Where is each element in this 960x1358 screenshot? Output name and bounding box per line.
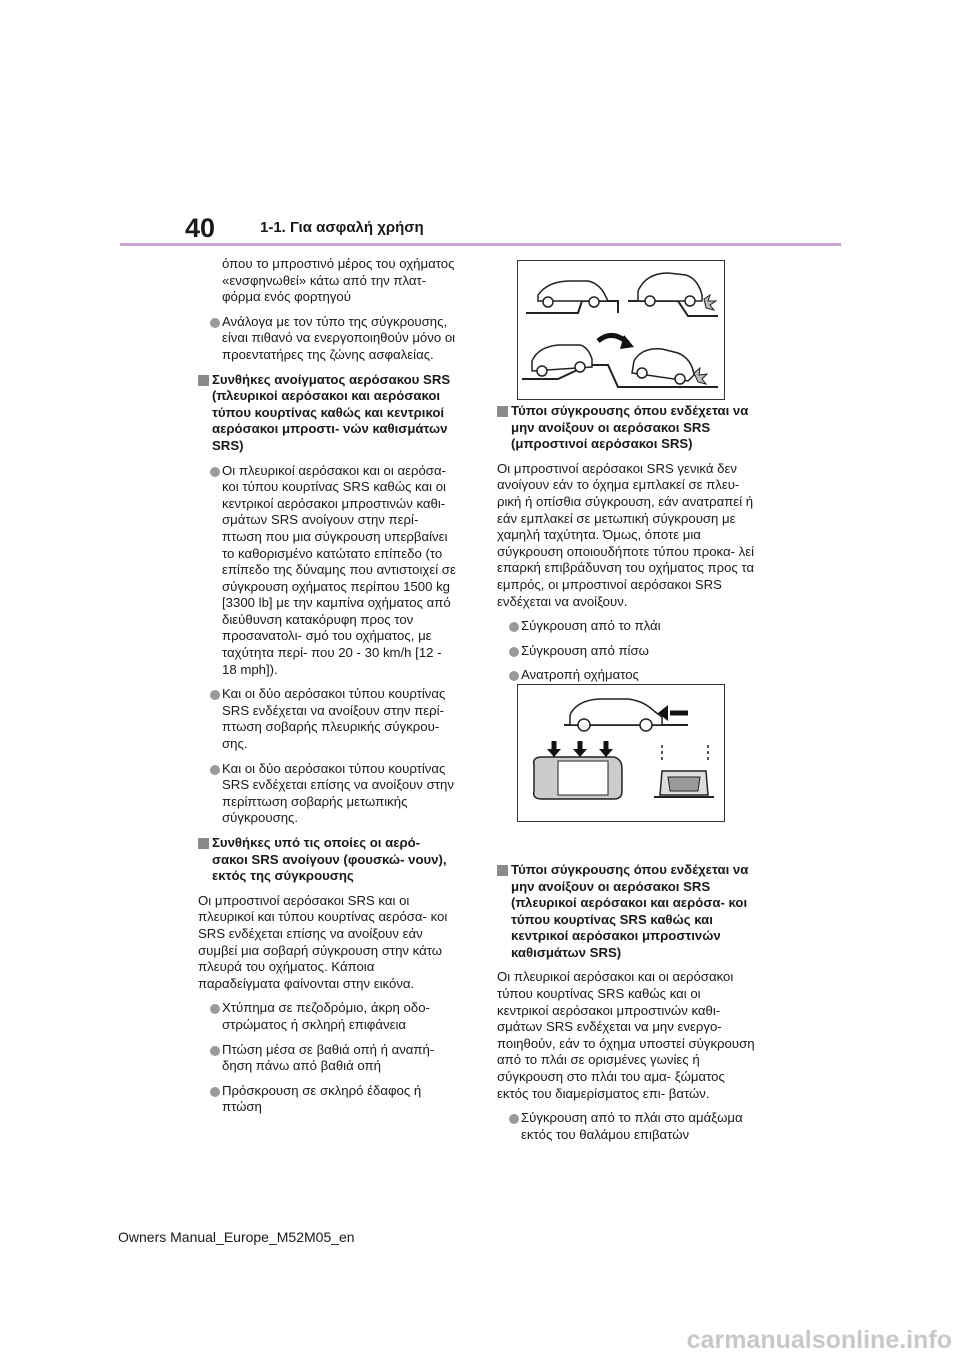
bullet-item: Ανάλογα με τον τύπο της σύγκρουσης, είναι πιθανό να ενεργοποιηθούν μόνο οι προεντατήρες της ζώνης ασφαλείας. (198, 314, 456, 364)
section-heading-text: Τύποι σύγκρουσης όπου ενδέχεται να μην ανοίξουν οι αερόσακοι SRS (πλευρικοί αερόσακοι και αερόσα- κοι τύπου κουρτίνας SRS καθώς και κεντρικοί αερόσακοι μπροστινών καθισμάτων SRS) (511, 861, 749, 960)
section-title: 1-1. Για ασφαλή χρήση (260, 219, 424, 236)
section-heading-text: Συνθήκες ανοίγματος αερόσακου SRS (πλευρικοί αερόσακοι και αερόσακοι τύπου κουρτίνας καθώς και κεντρικοί αερόσακοι μπροστι- νών καθισμάτων SRS) (212, 371, 451, 453)
section-heading (497, 862, 755, 962)
bullet-item: Οι πλευρικοί αερόσακοι και οι αερόσα- κοι τύπου κουρτίνας SRS καθώς και οι κεντρικοί αερόσακοι μπροστινών καθι- σμάτων SRS ανοίγουν στην περί- πτωση που μια σύγκρουση υπερβαίνει το καθορισμένο κατώτατο επίπεδο (το επίπεδο της δύναμης που αντιστοιχεί σε σύγκρουση οχήματος περίπου 1500 kg [3300 lb] με την καμπίνα οχήματος από διεύθυνση κατακόρυφη προς τον προσανατολι- σμό του οχήματος, με ταχύτητα περί- που 20 - 30 km/h [12 - 18 mph]). (198, 463, 456, 679)
body-paragraph: Οι μπροστινοί αερόσακοι SRS γενικά δεν ανοίγουν εάν το όχημα εμπλακεί σε πλευ- ρική ή οπίσθια σύγκρουση, εάν ανατραπεί ή εάν εμπλακεί σε μετωπική σύγκρουση με χαμηλή ταχύτητα. Όμως, όποτε μια σύγκρουση οποιουδήποτε τύπου προκα- λεί επαρκή επιβράδυνση του οχήματος προς τα εμπρός, οι μπροστινοί αερόσακοι SRS ενδέχεται να ανοίξουν. (497, 460, 755, 609)
bullet-item: Χτύπημα σε πεζοδρόμιο, άκρη οδο- στρώματος ή σκληρή επιφάνεια (198, 1000, 456, 1033)
watermark: carmanualsonline.info (686, 1326, 952, 1354)
section-heading (497, 403, 755, 453)
bullet-item: Πτώση μέσα σε βαθιά οπή ή αναπή- δηση πάνω από βαθιά οπή (198, 1042, 456, 1075)
square-bullet-icon (497, 406, 508, 417)
square-bullet-icon (198, 838, 209, 849)
section-heading-text: Τύποι σύγκρουσης όπου ενδέχεται να μην ανοίξουν οι αερόσακοι SRS (μπροστινοί αερόσακοι SRS) (511, 403, 749, 452)
bullet-item: Και οι δύο αερόσακοι τύπου κουρτίνας SRS ενδέχεται επίσης να ανοίξουν στην περίπτωση σοβαρής μετωπικής σύγκρουσης. (198, 761, 456, 827)
section-heading (198, 372, 456, 455)
body-paragraph: Οι μπροστινοί αερόσακοι SRS και οι πλευρικοί και τύπου κουρτίνας αερόσα- κοι SRS ενδέχεται επίσης να ανοίξουν εάν συμβεί μια σοβαρή σύγκρουση στην κάτω πλευρά του οχήματος. Κάποια παραδείγματα φαίνονται στην εικόνα. (198, 892, 448, 991)
bullet-item: Σύγκρουση από πίσω (497, 643, 755, 660)
bullet-item: Ανατροπή οχήματος (497, 667, 755, 684)
section-heading-text: Συνθήκες υπό τις οποίες οι αερό- σακοι SRS ανοίγουν (φουσκώ- νουν), εκτός της σύγκρουσης (212, 835, 447, 884)
left-column (198, 256, 456, 1124)
bullet-item: Σύγκρουση από το πλάι (497, 618, 755, 635)
header-divider (120, 243, 841, 246)
collision-illustration-frontal (517, 260, 725, 400)
bullet-item: Πρόσκρουση σε σκληρό έδαφος ή πτώση (198, 1083, 456, 1116)
page-number: 40 (185, 213, 216, 243)
bullet-item: Και οι δύο αερόσακοι τύπου κουρτίνας SRS ενδέχεται να ανοίξουν στην περί- πτωση σοβαρής πλευρικής σύγκρου- σης. (198, 686, 456, 752)
section-heading (198, 835, 456, 885)
bullet-item: Σύγκρουση από το πλάι στο αμάξωμα εκτός του θαλάμου επιβατών (497, 1110, 755, 1143)
collision-illustration-side-rear (517, 684, 725, 822)
collision-illustration-svg (518, 685, 724, 821)
footer-text: Owners Manual_Europe_M52M05_en (118, 1229, 355, 1245)
square-bullet-icon (198, 375, 209, 386)
collision-illustration-svg (518, 261, 724, 399)
body-paragraph: Οι πλευρικοί αερόσακοι και οι αερόσακοι τύπου κουρτίνας SRS καθώς και οι κεντρικοί αερόσακοι μπροστινών καθι- σμάτων SRS ενδέχεται να μην ενεργο- ποιηθούν, εάν το όχημα υποστεί σύγκρουση από το πλάι σε ορισμένες γωνίες ή σύγκρουση στο πλάι του αμα- ξώματος εκτός του διαμερίσματος επι- βατών. (497, 969, 755, 1101)
square-bullet-icon (497, 865, 508, 876)
intro-paragraph: όπου το μπροστινό μέρος του οχήματος «ενσφηνωθεί» κάτω από την πλατ- φόρμα ενός φορτηγού (222, 256, 455, 305)
